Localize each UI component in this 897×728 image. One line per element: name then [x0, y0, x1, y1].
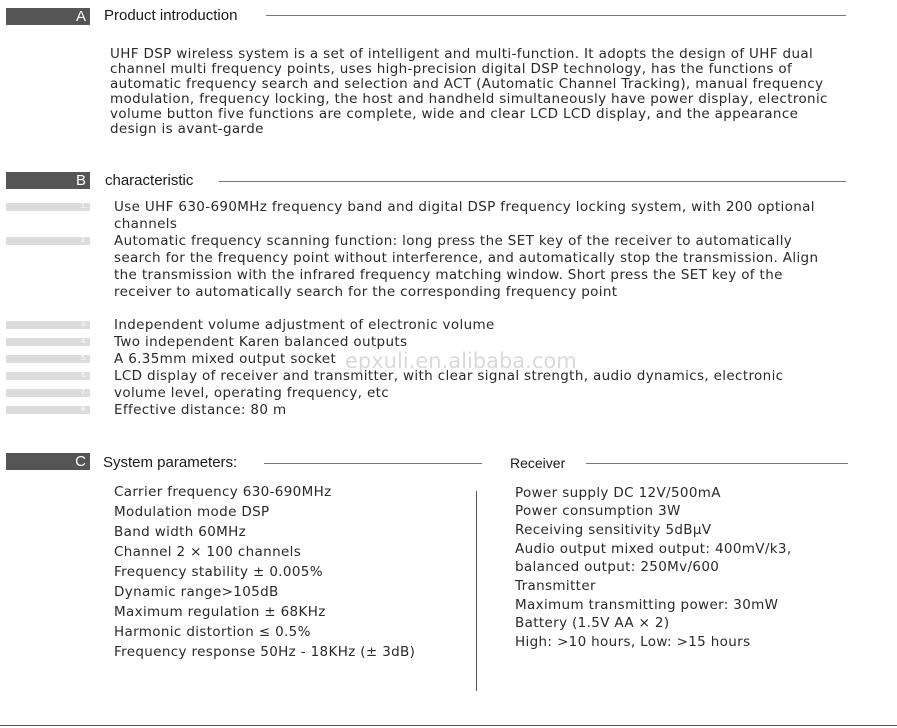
system-parameter: Harmonic distortion ≤ 0.5%	[114, 624, 311, 640]
system-parameter: Channel 2 × 100 channels	[114, 544, 302, 560]
section-a-rule	[266, 15, 846, 16]
product-introduction-paragraph: UHF DSP wireless system is a set of intelligent and multi-function. It adopts the design of UHF dual channel multi frequency points, uses high-precision digital DSP technology, has the functions of automatic frequency search and selection and ACT (Automatic Channel Tracking), manual frequency modulation, frequency locking, the host and handheld simultaneously have power display, electronic volume button five functions are complete, wide and clear LCD LCD display, and the appearance design is avant-garde	[110, 46, 828, 137]
transmitter-label: Transmitter	[515, 578, 596, 594]
section-c-title: System parameters:	[103, 454, 238, 471]
system-parameter: Modulation mode DSP	[114, 504, 270, 520]
characteristic-item: A 6.35mm mixed output socket	[114, 351, 337, 367]
section-a-title: Product introduction	[104, 7, 238, 24]
system-parameter: Carrier frequency 630-690MHz	[114, 484, 332, 500]
receiver-spec: Power consumption 3W	[515, 503, 681, 519]
characteristic-item: Automatic frequency scanning function: long press the SET key of the receiver to automatically search for the frequency point without interference, and automatically stop the transmission. Align the transmission with the infrared frequency matching window. Short press the SET key of the receiver to automatically search for the corresponding frequency point	[114, 233, 819, 300]
receiver-spec: Power supply DC 12V/500mA	[515, 485, 721, 501]
system-parameter: Maximum regulation ± 68KHz	[114, 604, 326, 620]
section-a-tab: A	[6, 8, 90, 25]
item-number-bar: 1.	[6, 203, 90, 211]
system-parameter: Band width 60MHz	[114, 524, 247, 540]
receiver-rule	[586, 463, 848, 464]
transmitter-spec: High: >10 hours, Low: >15 hours	[515, 634, 751, 650]
item-number-bar: 5.	[6, 355, 90, 363]
watermark: epxuli.en.alibaba.com	[345, 349, 577, 373]
bottom-border	[0, 725, 897, 726]
receiver-title: Receiver	[510, 455, 566, 471]
item-number-bar: 7.	[6, 389, 90, 397]
section-b-title: characteristic	[105, 172, 194, 189]
system-parameter: Frequency stability ± 0.005%	[114, 564, 323, 580]
item-number-bar: 8.	[6, 406, 90, 414]
system-parameter: Frequency response 50Hz - 18KHz (± 3dB)	[114, 644, 416, 660]
column-divider	[476, 491, 477, 691]
item-number-bar: 2.	[6, 237, 90, 245]
section-b-tab: B	[6, 172, 90, 189]
characteristic-item: Independent volume adjustment of electronic volume	[114, 317, 495, 333]
characteristic-item: Two independent Karen balanced outputs	[114, 334, 408, 350]
section-c-rule	[264, 463, 482, 464]
section-b-rule	[219, 181, 846, 182]
section-c-tab: C	[6, 453, 90, 470]
receiver-spec: balanced output: 250Mv/600	[515, 559, 720, 575]
item-number-bar: 6.	[6, 372, 90, 380]
characteristic-item: Effective distance: 80 m	[114, 402, 287, 418]
transmitter-spec: Battery (1.5V AA × 2)	[515, 615, 670, 631]
transmitter-spec: Maximum transmitting power: 30mW	[515, 597, 779, 613]
item-number-bar: 3.	[6, 321, 90, 329]
receiver-spec: Audio output mixed output: 400mV/k3,	[515, 541, 792, 557]
system-parameter: Dynamic range>105dB	[114, 584, 279, 600]
receiver-spec: Receiving sensitivity 5dBμV	[515, 522, 712, 538]
item-number-bar: 4.	[6, 338, 90, 346]
characteristic-item: LCD display of receiver and transmitter, with clear signal strength, audio dynamics, electronic volume level, operating frequency, etc	[114, 368, 784, 401]
characteristic-item: Use UHF 630-690MHz frequency band and digital DSP frequency locking system, with 200 optional channels	[114, 199, 815, 232]
